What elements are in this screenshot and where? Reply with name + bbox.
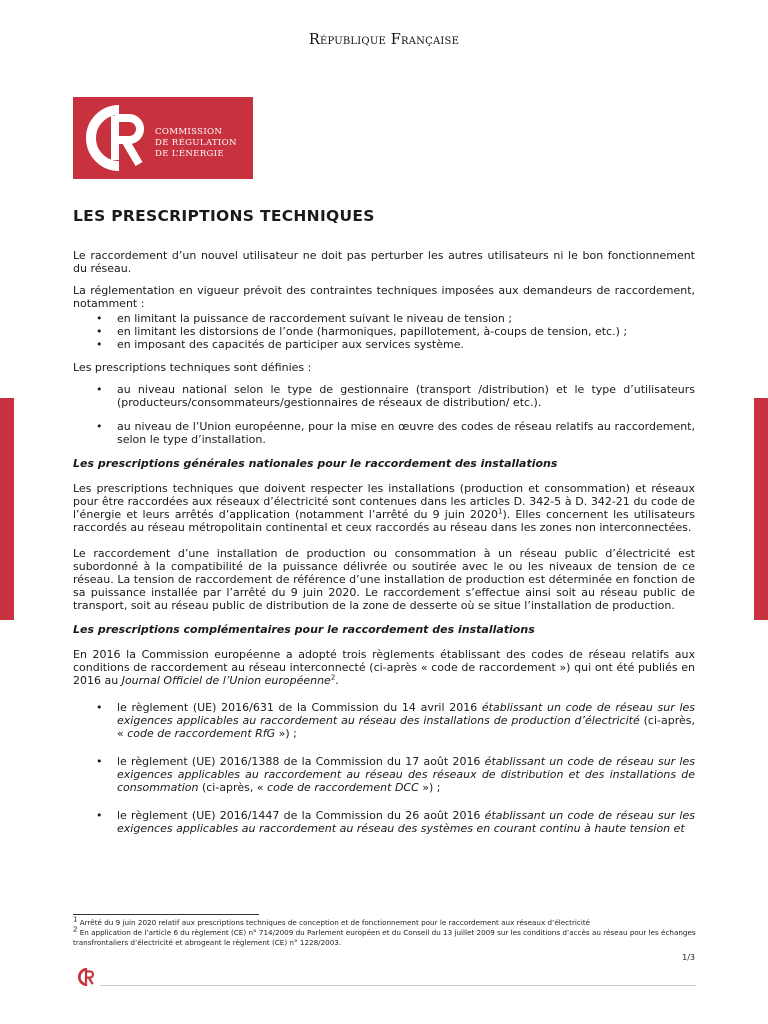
logo-line-2: DE RÉGULATION	[155, 138, 237, 148]
levels-list	[73, 383, 695, 446]
list-item: • le règlement (UE) 2016/1447 de la Commission du 26 août 2016 établissant un code de réseau sur les exigences applicables au raccordement au réseau des systèmes en courant continu à haute tension et	[73, 809, 695, 835]
list-item: • le règlement (UE) 2016/631 de la Commission du 14 avril 2016 établissant un code de réseau sur les exigences applicables au raccordement au réseau des installations de production d’électricité (ci-après, « code de raccordement RfG ») ;	[73, 701, 695, 740]
complementary-paragraph-1: En 2016 la Commission européenne a adopté trois règlements établissant des codes de réseau relatifs aux conditions de raccordement au réseau interconnecté (ci-après « code de raccordement ») qui ont été publiés en 2016 au Journal Officiel de l’Union européenne$^2$.	[73, 648, 695, 687]
list-item: • en limitant la puissance de raccordement suivant le niveau de tension ;	[73, 312, 695, 325]
left-accent-bar	[0, 398, 14, 620]
footer-divider	[100, 985, 696, 986]
regulations-list	[73, 701, 695, 835]
footnote-ref-1: 1	[497, 507, 503, 516]
list-item: • en imposant des capacités de participer aux services système.	[73, 338, 695, 351]
page-title: LES PRESCRIPTIONS TECHNIQUES	[73, 207, 375, 225]
national-paragraph-2: Le raccordement d’une installation de production ou consommation à un réseau public d’électricité est subordonné à la compatibilité de la puissance délivrée ou soutirée avec le ou les niveaux de tension de ce réseau. La tension de raccordement de référence d’une installation de production est déterminée en fonction de sa puissance installée par l’arrêté du 9 juin 2020. Le raccordement s’effectue ainsi soit au réseau public de transport, soit au réseau public de distribution de la zone de desserte où se situe l’installation de production.	[73, 547, 695, 612]
logo-line-1: COMMISSION	[155, 127, 223, 137]
right-accent-bar	[754, 398, 768, 620]
list-item: • en limitant les distorsions de l’onde (harmoniques, papillotement, à-coups de tension, etc.) ;	[73, 325, 695, 338]
footnote-2: $^2$ En application de l’article 6 du règlement (CE) n° 714/2009 du Parlement européen et du Conseil du 13 juillet 2009 sur les conditions d’accès au réseau pour les échanges transfrontaliers d’électricité et abrogeant le règlement (CE) n° 1228/2003.	[73, 925, 696, 947]
intro-paragraph-1: Le raccordement d’un nouvel utilisateur ne doit pas perturber les autres utilisateurs ni le bon fonctionnement du réseau.	[73, 249, 695, 275]
logo-text	[155, 127, 237, 160]
document-body	[73, 207, 695, 850]
page-number: 1/3	[682, 953, 695, 962]
cre-logo-icon	[79, 102, 151, 174]
logo-line-3: DE L’ÉNERGIE	[155, 149, 224, 159]
cre-logo	[73, 97, 253, 179]
footer-logo-icon	[76, 967, 96, 991]
intro-paragraph-3: Les prescriptions techniques sont définies :	[73, 361, 312, 374]
national-paragraph-1: Les prescriptions techniques que doivent respecter les installations (production et consommation) et réseaux pour être raccordées aux réseaux d’électricité sont contenues dans les articles D. 342-5 à D. 342-21 du code de l’énergie et leurs arrêtés d’application (notamment l’arrêté du 9 juin 2020$^1$). Elles concernent les utilisateurs raccordés au réseau métropolitain continental et ceux raccordés au réseau dans les zones non interconnectées.	[73, 482, 695, 534]
intro-paragraph-2: La réglementation en vigueur prévoit des contraintes techniques imposées aux demandeurs de raccordement, notamment :	[73, 284, 695, 310]
header-republique-francaise: République Française	[308, 32, 460, 48]
footnotes	[73, 915, 697, 948]
list-item: • au niveau de l’Union européenne, pour la mise en œuvre des codes de réseau relatifs au raccordement, selon le type d’installation.	[73, 420, 695, 446]
footnote-1: $^1$ Arrêté du 9 juin 2020 relatif aux prescriptions techniques de conception et de fonctionnement pour le raccordement aux réseaux d’électricité	[73, 915, 591, 927]
constraints-list	[73, 312, 695, 351]
list-item: • le règlement (UE) 2016/1388 de la Commission du 17 août 2016 établissant un code de réseau sur les exigences applicables au raccordement au réseau des réseaux de distribution et des installations de consommation (ci-après, « code de raccordement DCC ») ;	[73, 755, 695, 794]
footnote-divider	[73, 914, 259, 915]
section-heading-national: Les prescriptions générales nationales pour le raccordement des installations	[73, 457, 558, 470]
list-item: • au niveau national selon le type de gestionnaire (transport /distribution) et le type d’utilisateurs (producteurs/consommateurs/gestionnaires de réseaux de distribution/ etc.).	[73, 383, 695, 409]
section-heading-complementary: Les prescriptions complémentaires pour le raccordement des installations	[73, 623, 535, 636]
footnote-ref-2: 2	[330, 673, 336, 682]
